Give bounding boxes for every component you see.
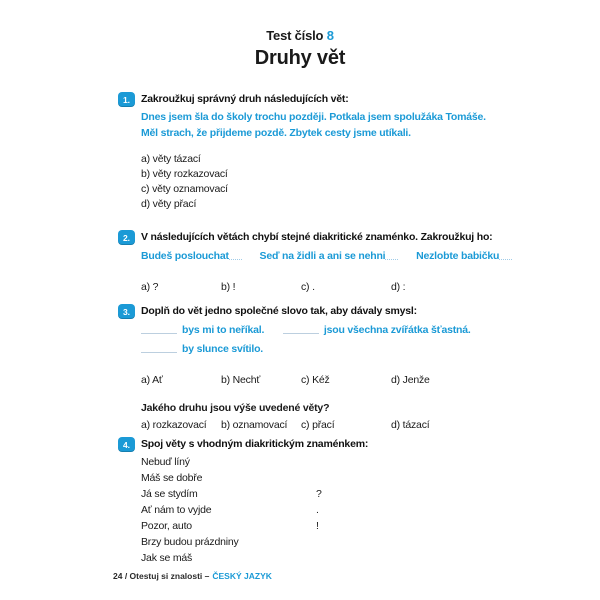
- question-2-options: [141, 280, 578, 295]
- punctuation-mark: !: [316, 520, 319, 532]
- punctuation-mark: [316, 550, 328, 566]
- question-1: [118, 92, 578, 212]
- question-4-match-list: [141, 454, 578, 566]
- punctuation-mark: [316, 534, 328, 550]
- test-number: 8: [326, 28, 334, 43]
- question-3-sub-option-b: b) oznamovací: [221, 419, 288, 431]
- question-4-prompt: Spoj věty s vhodným diakritickým znaménkem:: [141, 438, 369, 450]
- question-3-options: [141, 373, 578, 388]
- question-1-option-a: a) věty tázací: [141, 153, 201, 165]
- footer-page-label: 24 / Otestuj si znalosti –: [113, 571, 210, 581]
- punctuation-mark: ?: [316, 488, 322, 500]
- question-3: [118, 304, 578, 433]
- question-3-subprompt: Jakého druhu jsou výše uvedené věty?: [141, 402, 330, 414]
- question-3-option-b: b) Nechť: [221, 374, 261, 386]
- question-3-sub-option-a: a) rozkazovací: [141, 419, 207, 431]
- question-1-options: [141, 152, 578, 212]
- answer-blank: [141, 352, 177, 353]
- page-footer: [113, 571, 272, 581]
- question-2-option-a: a) ?: [141, 281, 159, 293]
- question-3-sub-options: [141, 418, 578, 433]
- question-4-number-badge: 4.: [118, 437, 135, 452]
- question-3-prompt: Doplň do vět jedno společné slovo tak, aby dávaly smysl:: [141, 305, 417, 317]
- punctuation-mark: [316, 454, 328, 470]
- question-3-number-badge: 3.: [118, 304, 135, 319]
- question-3-sub-option-c: c) přací: [301, 419, 335, 431]
- answer-blank: [141, 333, 177, 334]
- gap-sentence: bys mi to neříkal.: [141, 324, 264, 336]
- question-2-option-b: b) !: [221, 281, 236, 293]
- footer-subject: ČESKÝ JAZYK: [212, 571, 272, 581]
- question-1-option-b: b) věty rozkazovací: [141, 168, 228, 180]
- question-2-number-badge: 2.: [118, 230, 135, 245]
- question-4: [118, 437, 578, 566]
- question-3-gap-line: [141, 341, 578, 357]
- question-3-gap-line: [141, 322, 578, 338]
- answer-blank: [499, 259, 512, 260]
- match-row: Brzy budou prázdniny: [141, 534, 578, 550]
- match-row: Jak se máš: [141, 550, 578, 566]
- page-header: [0, 28, 600, 70]
- gap-sentence: jsou všechna zvířátka šťastná.: [283, 324, 471, 336]
- match-row: Nebuď líný: [141, 454, 578, 470]
- test-label-text: Test číslo: [266, 28, 324, 43]
- sentence-with-blank: Budeš poslouchat: [141, 250, 242, 262]
- match-row: Já se stydím ?: [141, 486, 578, 502]
- question-1-number-badge: 1.: [118, 92, 135, 107]
- sentence-with-blank: Seď na židli a ani se nehni: [260, 250, 399, 262]
- gap-sentence: by slunce svítilo.: [141, 343, 263, 355]
- question-3-option-c: c) Kéž: [301, 374, 330, 386]
- match-row: Máš se dobře: [141, 470, 578, 486]
- question-1-prompt: Zakroužkuj správný druh následujících vět:: [141, 93, 349, 105]
- question-2-sentences: [141, 248, 578, 264]
- punctuation-mark: .: [316, 504, 319, 516]
- question-1-passage: [141, 109, 578, 141]
- match-row: Pozor, auto !: [141, 518, 578, 534]
- answer-blank: [229, 259, 242, 260]
- question-3-option-d: d) Jenže: [391, 374, 430, 386]
- question-2: [118, 230, 578, 295]
- test-number-label: [0, 28, 600, 43]
- question-1-option-d: d) věty přací: [141, 198, 197, 210]
- question-1-option-c: c) věty oznamovací: [141, 183, 228, 195]
- answer-blank: [283, 333, 319, 334]
- passage-line: Měl strach, že přijdeme pozdě. Zbytek cesty jsme utíkali.: [141, 127, 411, 139]
- question-2-option-c: c) .: [301, 281, 315, 293]
- question-2-prompt: V následujících větách chybí stejné diakritické znaménko. Zakroužkuj ho:: [141, 231, 493, 243]
- question-3-option-a: a) Ať: [141, 374, 163, 386]
- passage-line: Dnes jsem šla do školy trochu později. Potkala jsem spolužáka Tomáše.: [141, 111, 486, 123]
- question-2-option-d: d) :: [391, 281, 406, 293]
- match-row: Ať nám to vyjde .: [141, 502, 578, 518]
- sentence-with-blank: Nezlobte babičku: [416, 250, 512, 262]
- page-title: Druhy vět: [254, 47, 346, 69]
- question-3-sub-option-d: d) tázací: [391, 419, 430, 431]
- punctuation-mark: [316, 470, 328, 486]
- answer-blank: [385, 259, 398, 260]
